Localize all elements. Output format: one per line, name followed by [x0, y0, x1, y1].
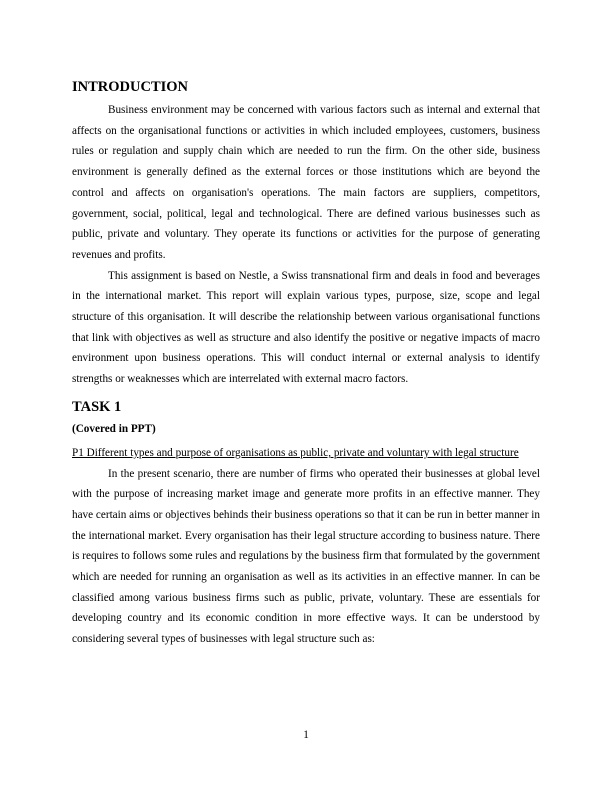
page-content	[72, 78, 540, 650]
p1-heading: P1 Different types and purpose of organisations as public, private and voluntary with legal structure	[72, 446, 519, 459]
introduction-paragraph-2: This assignment is based on Nestle, a Swiss transnational firm and deals in food and beverages in the international market. This report will explain various types, purpose, size, scope and legal structure of this organisation. It will describe the relationship between various organisational functions that link with objectives as well as structure and also identify the positive or negative impacts of macro environment upon business operations. This will conduct internal or external analysis to identify strengths or weaknesses which are interrelated with external macro factors.	[72, 269, 540, 386]
introduction-paragraph-1: Business environment may be concerned with various factors such as internal and external that affects on the organisational functions or activities in which included employees, customers, business rules or regulation and supply chain which are needed to run the firm. On the other side, business environment is generally defined as the external forces or those institutions which are beyond the control and affects on organisation's operations. The main factors are suppliers, competitors, government, social, political, legal and technological. There are defined various businesses such as public, private and voluntary. They operate its functions or activities for the purpose of generating revenues and profits.	[72, 104, 540, 261]
task1-heading: TASK 1	[72, 398, 122, 415]
task1-subheading: (Covered in PPT)	[72, 422, 156, 435]
page-number: 1	[303, 729, 309, 741]
task1-paragraph: In the present scenario, there are number of firms who operated their businesses at global level with the purpose of increasing market image and generate more profits in an effective manner. They have certain aims or objectives behinds their business operations so that it can be run in better manner in the international market. Every organisation has their legal structure according to business nature. There is requires to follows some rules and regulations by the business firm that formulated by the government which are needed for running an organisation as well as its activities in an effective manner. In can be classified among various business firms such as public, private, voluntary. These are essentials for developing country and its economic condition in more effective ways. It can be understood by considering several types of businesses with legal structure such as:	[72, 467, 540, 646]
introduction-heading: INTRODUCTION	[72, 79, 189, 95]
